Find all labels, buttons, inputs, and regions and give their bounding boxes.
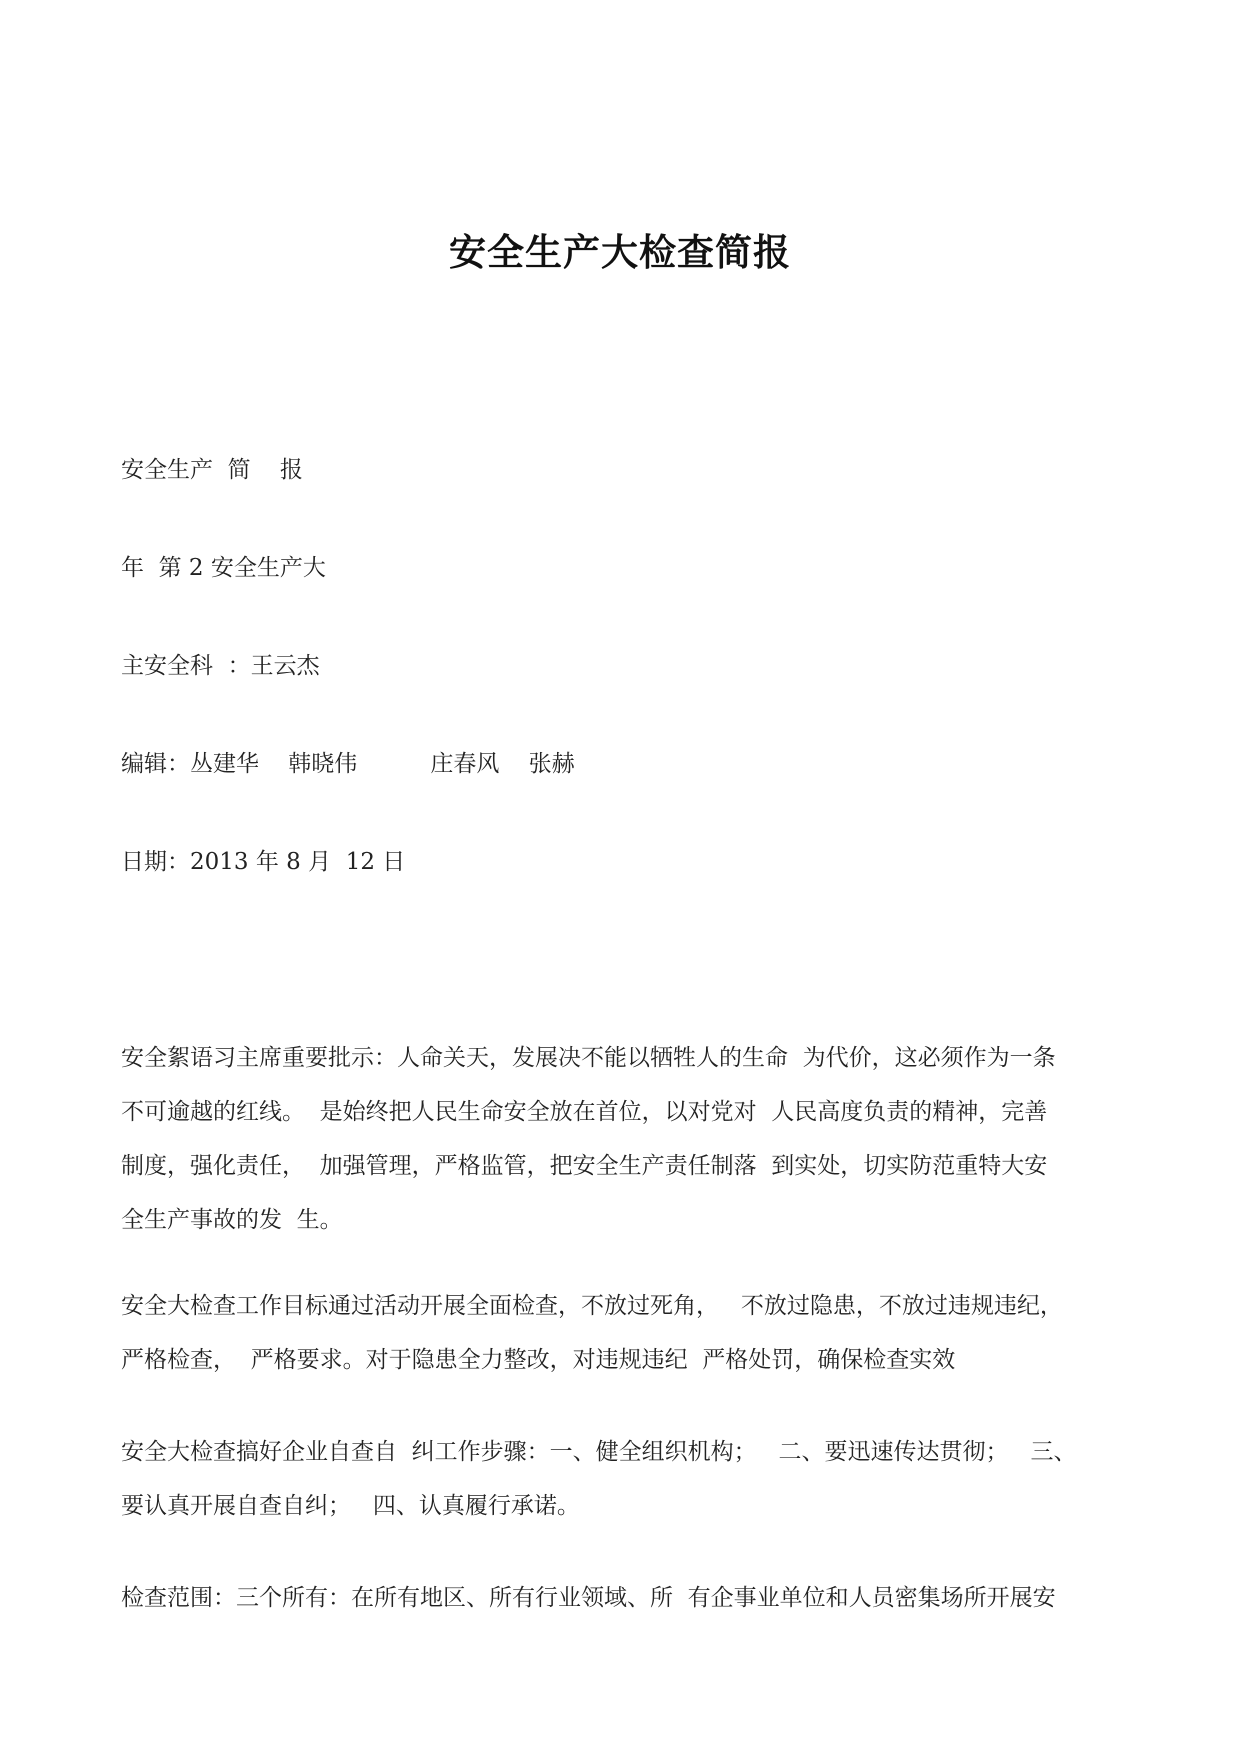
paragraph-safety-remarks bbox=[121, 1031, 1121, 1247]
paragraph-line: 安全大检查搞好企业自查自 纠工作步骤：一、健全组织机构； 二、要迅速传达贯彻； 三、 bbox=[121, 1439, 1077, 1465]
paragraph-line: 不可逾越的红线。 是始终把人民生命安全放在首位，以对党对 人民高度负责的精神，完善 bbox=[121, 1099, 1048, 1125]
paragraph-line: 要认真开展自查自纠； 四、认真履行承诺。 bbox=[121, 1493, 580, 1519]
paragraph-line: 安全大检查工作目标通过活动开展全面检查，不放过死角， 不放过隐患，不放过违规违纪， bbox=[121, 1293, 1063, 1319]
date-line: 日期：2013 年 8 月 12 日 bbox=[121, 849, 406, 875]
paragraph-line: 制度，强化责任， 加强管理，严格监管，把安全生产责任制落 到实处，切实防范重特大安 bbox=[121, 1153, 1048, 1179]
chief-editor-line: 主安全科 ：王云杰 bbox=[121, 653, 320, 679]
document-title: 安全生产大检查简报 bbox=[449, 230, 791, 274]
bulletin-header-line: 安全生产 简 报 bbox=[121, 457, 303, 483]
paragraph-inspection-goals bbox=[121, 1279, 1121, 1387]
paragraph-line: 检查范围：三个所有：在所有地区、所有行业领域、所 有企事业单位和人员密集场所开展安 bbox=[121, 1585, 1056, 1611]
paragraph-work-steps bbox=[121, 1425, 1121, 1533]
paragraph-inspection-scope bbox=[121, 1571, 1121, 1625]
paragraph-line: 严格检查， 严格要求。对于隐患全力整改，对违规违纪 严格处罚，确保检查实效 bbox=[121, 1347, 956, 1373]
paragraph-line: 全生产事故的发 生。 bbox=[121, 1207, 343, 1233]
paragraph-line: 安全絮语习主席重要批示：人命关天，发展决不能以牺牲人的生命 为代价，这必须作为一条 bbox=[121, 1045, 1056, 1071]
issue-line: 年 第 2 安全生产大 bbox=[121, 555, 326, 581]
editors-line: 编辑：丛建华 韩晓伟 庄春风 张赫 bbox=[121, 751, 575, 777]
